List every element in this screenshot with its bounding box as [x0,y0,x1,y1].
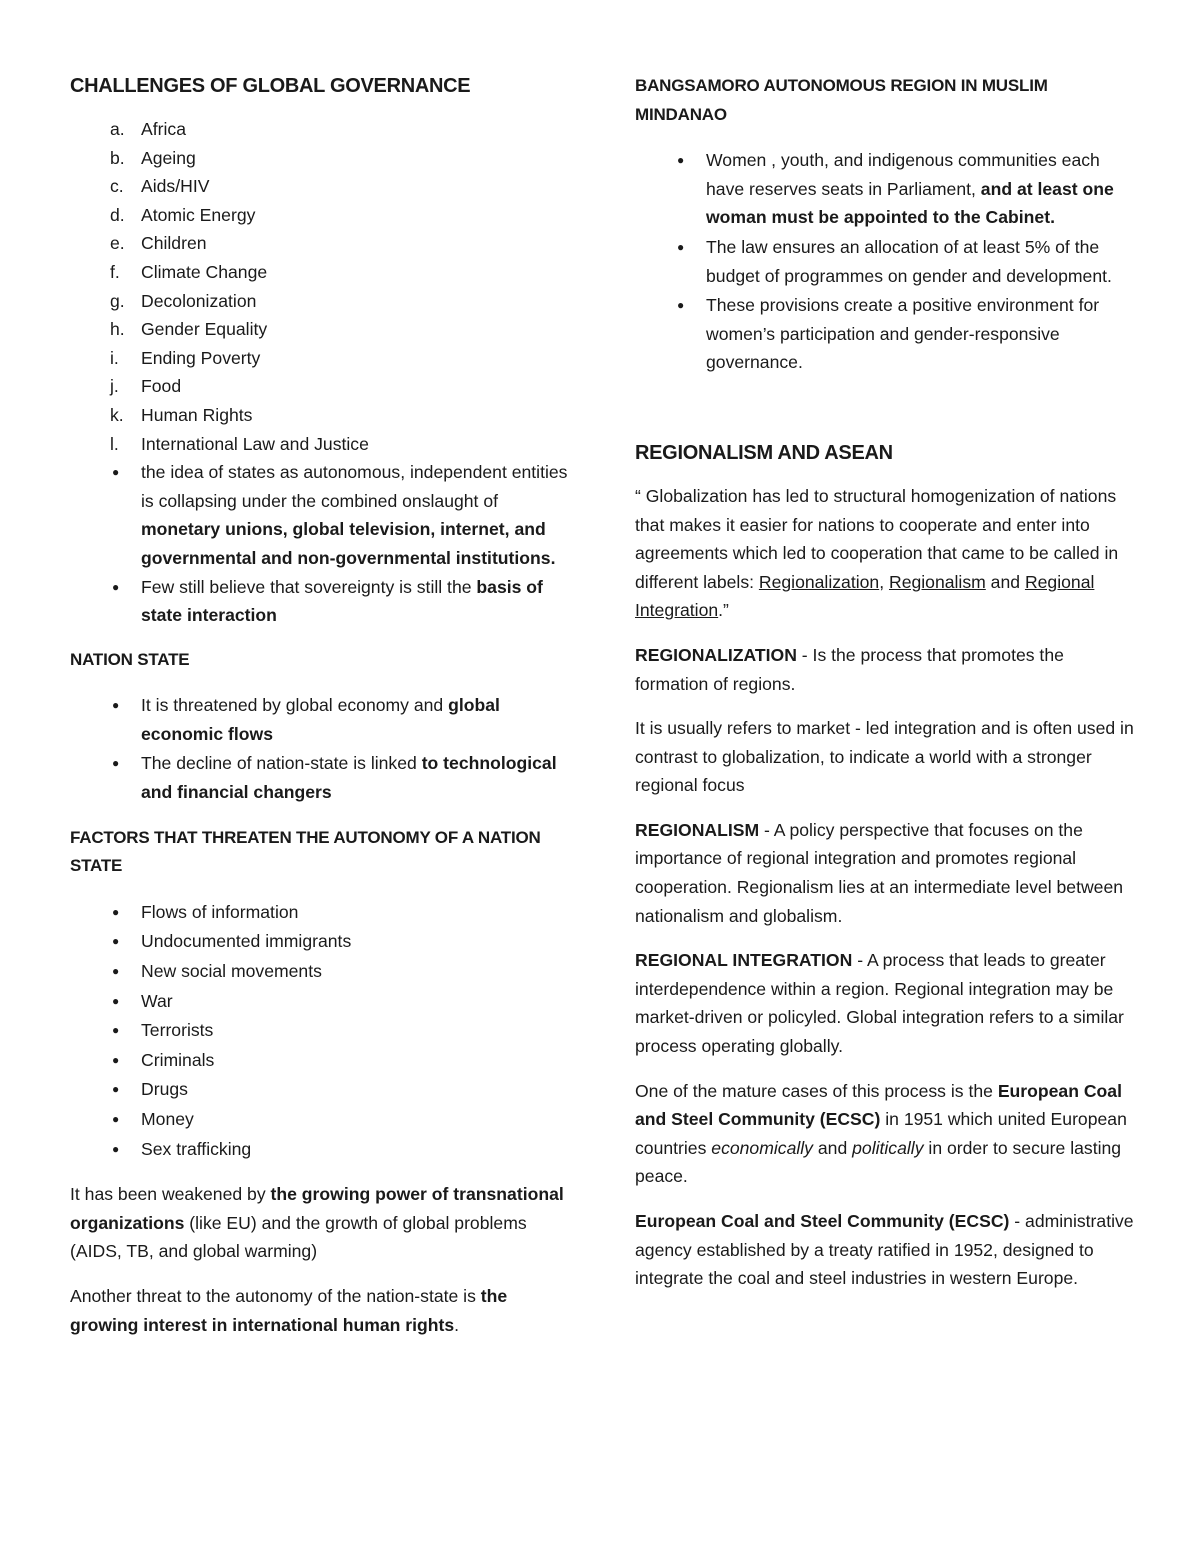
list-item-text: Criminals [141,1049,215,1070]
list-item-text: New social movements [141,961,322,982]
list-item [70,287,570,316]
list-marker: i. [110,347,119,368]
list-item-text: Food [141,376,182,397]
list-item [70,987,570,1016]
list-item [70,898,570,927]
sovereignty-bullets [70,458,570,630]
paragraph-regionalization-extra: It is usually refers to market - led integration and is often used in contrast to globalization, to indicate a world with a stronger regional focus [635,718,1134,796]
list-item-text: Decolonization [141,290,257,311]
paragraph-threat: Another threat to the autonomy of the nation-state is the growing interest in international human rights. [70,1285,508,1335]
heading-challenges: CHALLENGES OF GLOBAL GOVERNANCE [70,75,471,97]
list-item: ● the idea of states as autonomous, independent entities is collapsing under the combined onslaught of monetary unions, global television, internet, and governmental and non-governmental institutions. [70,458,570,572]
list-item [70,1016,570,1045]
paragraph-regionalization: REGIONALIZATION - Is the process that promotes the formation of regions. [635,644,1064,694]
bullet-icon: ● [112,465,120,480]
heading-regionalism-asean: REGIONALISM AND ASEAN [635,441,893,464]
bullet-icon: ● [112,934,120,949]
list-item-text: Gender Equality [141,319,268,340]
bullet-icon: ● [677,239,685,254]
list-item [70,927,570,956]
list-item-text: Human Rights [141,404,253,425]
list-item [70,1046,570,1075]
bullet-icon: ● [112,904,120,919]
list-marker: f. [110,261,120,282]
list-marker: k. [110,404,124,425]
list-marker: l. [110,433,119,454]
paragraph-quote: “ Globalization has led to structural homogenization of nations that makes it easier for nations to cooperate and enter into agreements which led to cooperation that came to be called in different labels: Regionalization, Regionalism and Regional Integration.” [635,485,1119,621]
bullet-icon: ● [677,153,685,168]
list-item: ● Few still believe that sovereignty is still the basis of state interaction [70,573,570,630]
list-item: ● It is threatened by global economy and global economic flows [70,691,570,748]
bullet-icon: ● [112,756,120,771]
list-item [70,115,570,144]
list-item: ● These provisions create a positive environment for women’s participation and gender-responsive governance. [635,291,1135,377]
list-item [70,1075,570,1104]
list-item [70,315,570,344]
list-item-text: Money [141,1109,194,1129]
list-item [70,201,570,230]
list-item-text: Sex trafficking [141,1138,252,1159]
list-item-text: Ending Poverty [141,347,261,368]
paragraph-regional-integration: REGIONAL INTEGRATION - A process that leads to greater interdependence within a region. Regional integration may be market-driven or policyled. Global integration refers to a similar process operating globally. [635,950,1124,1057]
list-item [70,258,570,287]
list-item-text: War [141,990,173,1011]
list-item [70,401,570,430]
paragraph-ecsc-definition: European Coal and Steel Community (ECSC) - administrative agency established by a treaty ratified in 1952, designed to integrate the coal and steel industries in western Europe. [635,1211,1134,1289]
list-item [70,144,570,173]
list-item [70,372,570,401]
challenges-list [70,115,570,458]
list-marker: c. [110,176,124,197]
list-item [70,229,570,258]
list-marker: a. [110,119,125,139]
list-marker: h. [110,319,125,340]
list-item-text: Africa [141,119,186,139]
factors-list [70,898,570,1163]
bullet-icon: ● [112,1023,120,1038]
bullet-icon: ● [677,298,685,313]
list-item-text: Aids/HIV [141,176,210,197]
list-item-text: Atomic Energy [141,204,256,225]
bullet-icon: ● [112,964,120,979]
list-item [70,957,570,986]
paragraph-weakened: It has been weakened by the growing power of transnational organizations (like EU) and the growth of global problems (AIDS, TB, and global warming) [70,1184,564,1262]
bullet-icon: ● [112,698,120,713]
list-marker: j. [110,376,119,397]
barmm-bullets [635,146,1135,377]
list-item-text: Ageing [141,147,196,168]
heading-factors: FACTORS THAT THREATEN THE AUTONOMY OF A NATION STATE [70,827,541,876]
left-column [70,72,570,1339]
paragraph-ecsc: One of the mature cases of this process is the European Coal and Steel Community (ECSC) in 1951 which united European countries economically and politically in order to secure lasting peace. [635,1080,1127,1187]
right-column [635,72,1135,1293]
list-item-text: Drugs [141,1079,188,1100]
list-item [70,1135,570,1164]
list-item [70,172,570,201]
heading-barmm: BANGSAMORO AUTONOMOUS REGION IN MUSLIM MINDANAO [635,76,1048,124]
list-item-text: Flows of information [141,901,299,922]
bullet-icon: ● [112,1082,120,1097]
list-item [70,430,570,459]
list-marker: e. [110,233,125,254]
list-item [70,344,570,373]
paragraph-regionalism: REGIONALISM - A policy perspective that focuses on the importance of regional integration and promotes regional cooperation. Regionalism lies at an intermediate level between nationalism and globalism. [635,819,1124,926]
list-marker: d. [110,204,125,225]
heading-nation-state: NATION STATE [70,649,190,669]
list-item-text: International Law and Justice [141,433,369,454]
list-item [70,1105,570,1134]
list-item: ● The law ensures an allocation of at least 5% of the budget of programmes on gender and development. [635,233,1135,290]
bullet-icon: ● [112,1052,120,1067]
bullet-icon: ● [112,1141,120,1156]
bullet-icon: ● [112,993,120,1008]
list-item-text: Undocumented immigrants [141,931,352,952]
list-marker: g. [110,290,125,311]
list-item-text: Children [141,233,207,254]
list-item-text: Climate Change [141,261,268,282]
list-item-text: Terrorists [141,1020,214,1041]
bullet-icon: ● [112,1112,120,1126]
list-item: ● The decline of nation-state is linked to technological and financial changers [70,749,570,806]
nation-state-bullets [70,691,570,806]
list-marker: b. [110,147,125,168]
list-item: ● Women , youth, and indigenous communities each have reserves seats in Parliament, and at least one woman must be appointed to the Cabinet. [635,146,1135,232]
bullet-icon: ● [112,579,120,594]
